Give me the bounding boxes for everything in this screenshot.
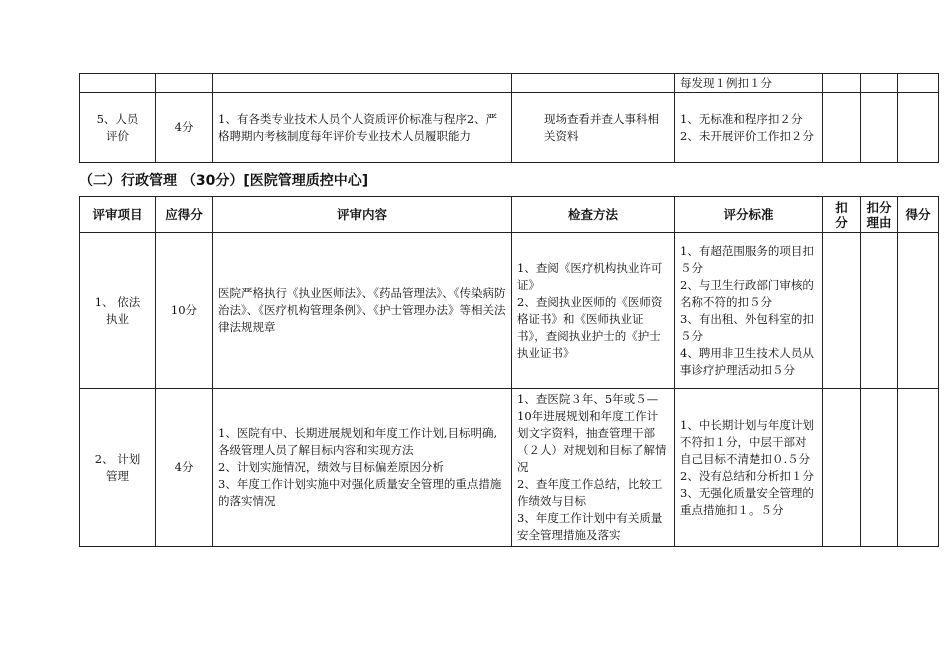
table-row — [80, 93, 939, 163]
score-cell: 4分 — [156, 93, 213, 163]
header-deduct: 扣分 — [823, 197, 861, 233]
table-row — [80, 233, 939, 389]
table-row — [80, 389, 939, 547]
header-item: 评审项目 — [80, 197, 156, 233]
evaluation-table-continued — [79, 73, 939, 163]
method-cell: 现场查看并查人事科相关资料 — [512, 93, 675, 163]
content-cell: 医院严格执行《执业医师法》、《药品管理法》、《传染病防治法》、《医疗机构管理条例》、《护士管理办法》等相关法律法规规章 — [213, 233, 512, 389]
method-cell: 1、查阅《医疗机构执业许可证》 2、查阅执业医师的《医师资格证书》和《医师执业证书》，查阅执业护士的《护士执业证书》 — [512, 233, 675, 389]
header-method: 检查方法 — [512, 197, 675, 233]
content-cell: 1、医院有中、长期进展规划和年度工作计划,目标明确,各级管理人员了解目标内容和实现方法 2、计划实施情况，绩效与目标偏差原因分析 3、年度工作计划实施中对强化质量安全管理的重点措施的落实情况 — [213, 389, 512, 547]
criteria-cell: 1、有超范围服务的项目扣５分 2、与卫生行政部门审核的名称不符的扣５分 3、有出租、外包科室的扣５分 4、聘用非卫生技术人员从事诊疗护理活动扣５分 — [675, 233, 823, 389]
evaluation-table — [79, 196, 939, 547]
table-row — [80, 74, 939, 93]
item-cell: 1、 依法 执业 — [80, 233, 156, 389]
item-cell: 5、人员 评价 — [80, 93, 156, 163]
criteria-cell: 1、中长期计划与年度计划不符扣１分，中层干部对自己目标不清楚扣０.５分 2、没有总结和分析扣１分 3、无强化质量安全管理的重点措施扣１。５分 — [675, 389, 823, 547]
score-cell: 4分 — [156, 389, 213, 547]
criteria-cell: 1、无标准和程序扣２分 2、未开展评价工作扣２分 — [675, 93, 823, 163]
score-cell: 10分 — [156, 233, 213, 389]
header-score: 应得分 — [156, 197, 213, 233]
table-header-row — [80, 197, 939, 233]
method-cell: 1、查医院３年、5年或５—10年进展规划和年度工作计划文字资料，抽查管理干部（２人）对规划和目标了解情况 2、查年度工作总结，比较工作绩效与目标 3、年度工作计划中有关质量安全管理措施及落实 — [512, 389, 675, 547]
header-got: 得分 — [898, 197, 939, 233]
criteria-cell: 每发现１例扣１分 — [675, 74, 823, 93]
content-cell: 1、有各类专业技术人员个人资质评价标准与程序2、严格聘期内考核制度每年评价专业技术人员履职能力 — [213, 93, 512, 163]
item-cell: 2、 计划 管理 — [80, 389, 156, 547]
header-criteria: 评分标准 — [675, 197, 823, 233]
header-content: 评审内容 — [213, 197, 512, 233]
header-deduct-reason: 扣分理由 — [861, 197, 898, 233]
section-title: （二）行政管理 （30分）[医院管理质控中心] — [79, 173, 369, 189]
